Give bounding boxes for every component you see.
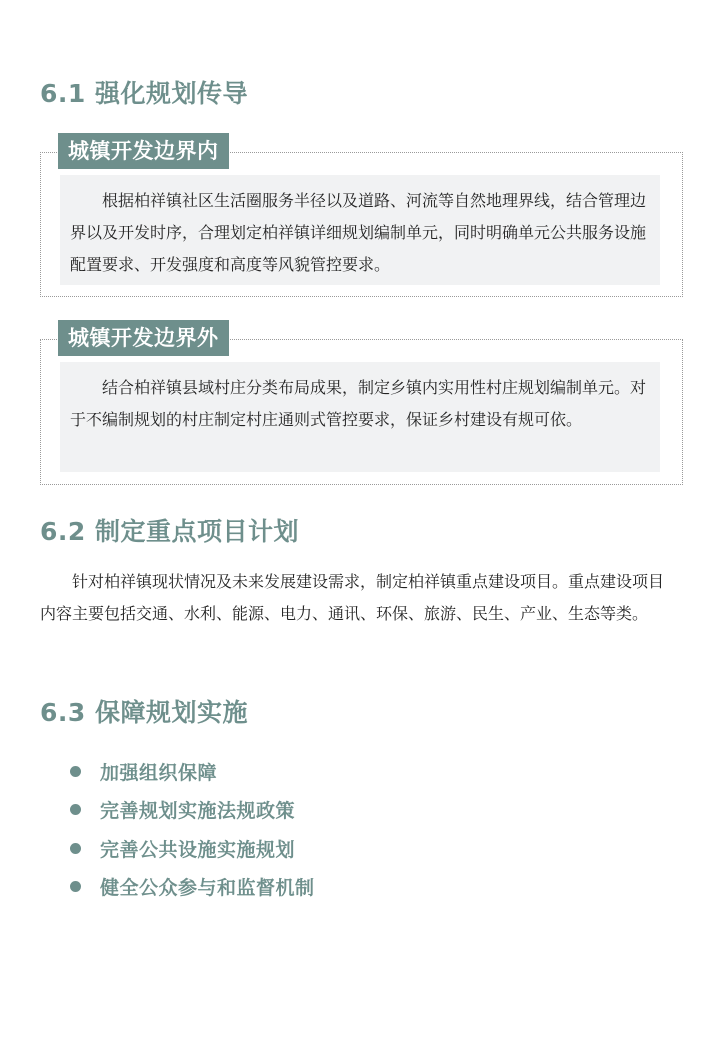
- list-item: [70, 752, 315, 791]
- list-item: [70, 829, 315, 868]
- bullet-dot-icon: [70, 766, 81, 777]
- section-heading-6-3: 6.3 保障规划实施: [40, 698, 248, 727]
- bullet-dot-icon: [70, 804, 81, 815]
- list-item-label: 完善规划实施法规政策: [100, 800, 296, 823]
- outside-boundary-text: 结合柏祥镇县域村庄分类布局成果，制定乡镇内实用性村庄规划编制单元。对于不编制规划的村庄制定村庄通则式管控要求，保证乡村建设有规可依。: [60, 362, 660, 472]
- inside-boundary-text: 根据柏祥镇社区生活圈服务半径以及道路、河流等自然地理界线，结合管理边界以及开发时序，合理划定柏祥镇详细规划编制单元，同时明确单元公共服务设施配置要求、开发强度和高度等风貌管控要求。: [60, 175, 660, 285]
- bullet-dot-icon: [70, 881, 81, 892]
- inside-boundary-tab: 城镇开发边界内: [58, 133, 229, 169]
- list-item-label: 加强组织保障: [100, 761, 218, 784]
- section-heading-6-1: 6.1 强化规划传导: [40, 79, 248, 108]
- list-item-label: 健全公众参与和监督机制: [100, 877, 315, 900]
- list-item: [70, 791, 315, 830]
- section-heading-6-2: 6.2 制定重点项目计划: [40, 517, 299, 546]
- implementation-measures-list: [70, 752, 315, 906]
- list-item: [70, 868, 315, 907]
- list-item-label: 完善公共设施实施规划: [100, 838, 296, 861]
- key-projects-paragraph: 针对柏祥镇现状情况及未来发展建设需求，制定柏祥镇重点建设项目。重点建设项目内容主要包括交通、水利、能源、电力、通讯、环保、旅游、民生、产业、生态等类。: [40, 572, 665, 623]
- bullet-dot-icon: [70, 843, 81, 854]
- outside-boundary-tab: 城镇开发边界外: [58, 320, 229, 356]
